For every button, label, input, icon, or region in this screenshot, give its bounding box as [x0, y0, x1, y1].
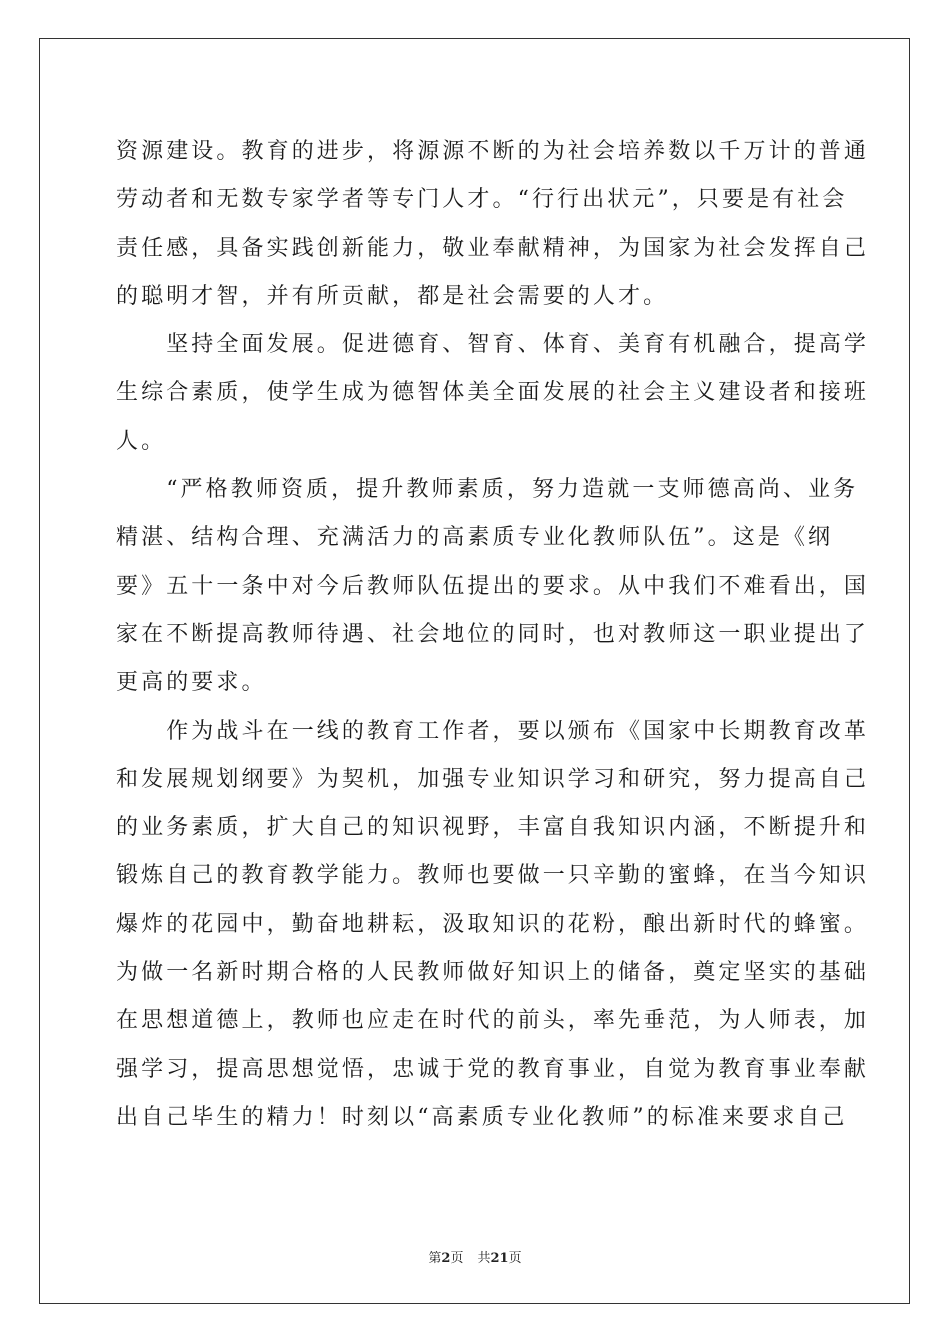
page-total: 共21页 — [477, 1251, 522, 1266]
text-line: 作为战斗在一线的教育工作者，要以颁布《国家中长期教育改革 — [116, 718, 870, 744]
text-line: 锻炼自己的教育教学能力。教师也要做一只辛勤的蜜蜂，在当今知识 — [116, 863, 870, 889]
text-line: 劳动者和无数专家学者等专门人才。“行行出状元”，只要是有社会 — [116, 187, 848, 213]
text-line: 爆炸的花园中，勤奋地耕耘，汲取知识的花粉，酿出新时代的蜂蜜。 — [116, 911, 870, 937]
text-line: 精湛、结构合理、充满活力的高素质专业化教师队伍”。这是《纲 — [116, 525, 834, 551]
document-body — [116, 128, 870, 1142]
text-line: 家在不断提高教师待遇、社会地位的同时，也对教师这一职业提出了 — [116, 621, 870, 647]
text-line: 和发展规划纲要》为契机，加强专业知识学习和研究，努力提高自己 — [116, 766, 870, 792]
text-line: 人。 — [116, 428, 167, 454]
text-line: 为做一名新时期合格的人民教师做好知识上的储备，奠定坚实的基础 — [116, 960, 870, 986]
text-line: 的业务素质，扩大自己的知识视野，丰富自我知识内涵，不断提升和 — [116, 815, 870, 841]
text-line: 出自己毕生的精力！时刻以“高素质专业化教师”的标准来要求自己 — [116, 1104, 848, 1130]
text-line: “严格教师资质，提升教师素质，努力造就一支师德高尚、业务 — [116, 477, 859, 503]
text-line: 强学习，提高思想觉悟，忠诚于党的教育事业，自觉为教育事业奉献 — [116, 1056, 870, 1082]
text-line: 的聪明才智，并有所贡献，都是社会需要的人才。 — [116, 283, 669, 309]
text-line: 要》五十一条中对今后教师队伍提出的要求。从中我们不难看出，国 — [116, 573, 870, 599]
text-line: 资源建设。教育的进步，将源源不断的为社会培养数以千万计的普通 — [116, 139, 870, 164]
text-line: 责任感，具备实践创新能力，敬业奉献精神，为国家为社会发挥自己 — [116, 235, 870, 261]
text-line: 坚持全面发展。促进德育、智育、体育、美育有机融合，提高学 — [116, 332, 870, 358]
page-footer — [0, 1247, 950, 1266]
text-line: 生综合素质，使学生成为德智体美全面发展的社会主义建设者和接班 — [116, 380, 870, 406]
text-line: 更高的要求。 — [116, 670, 267, 696]
text-line: 在思想道德上，教师也应走在时代的前头，率先垂范，为人师表，加 — [116, 1008, 870, 1034]
page-number: 第2页 — [428, 1251, 464, 1266]
